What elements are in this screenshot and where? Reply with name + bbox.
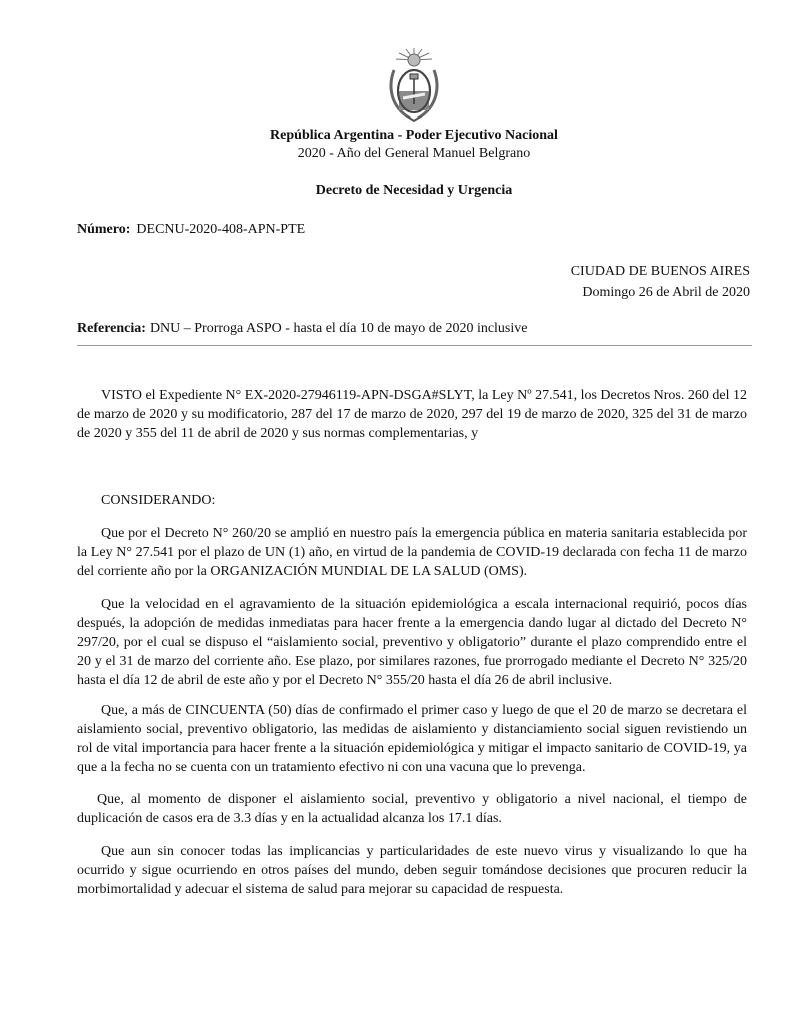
reference-value: DNU – Prorroga ASPO - hasta el día 10 de mayo de 2020 inclusive [149, 321, 528, 336]
heading-considerando: CONSIDERANDO: [101, 493, 216, 508]
header-divider [77, 345, 752, 346]
city: CIUDAD DE BUENOS AIRES [570, 264, 750, 279]
place-and-date [571, 261, 750, 303]
document-number-label: Número: [77, 222, 131, 237]
paragraph-4: Que, al momento de disponer el aislamiento social, preventivo y obligatorio a nivel nacional, el tiempo de duplicación de casos era de 3.3 días y en la actualidad alcanza los 17.1 días. [77, 792, 747, 826]
paragraph-3: Que, a más de CINCUENTA (50) días de confirmado el primer caso y luego de que el 20 de marzo se decretara el aislamiento social, preventivo obligatorio, las medidas de aislamiento y distanciamiento social siguen revistiendo un rol de vital importancia para hacer frente a la situación epidemiológica y mitigar el impacto sanitario de COVID-19, ya que a la fecha no se cuenta con un tratamiento efectivo ni con una vacuna que lo prevenga. [77, 703, 747, 775]
reference-label: Referencia: [77, 321, 146, 336]
document-type-title: Decreto de Necesidad y Urgencia [315, 183, 513, 198]
coat-of-arms-icon [386, 46, 442, 122]
paragraph-2: Que la velocidad en el agravamiento de la situación epidemiológica a escala internacional requirió, pocos días después, la adopción de medidas inmediatas para hacer frente a la emergencia dando lugar al dictado del Decreto N° 297/20, por el cual se dispuso el “aislamiento social, preventivo y obligatorio” durante el plazo comprendido entre el 20 y el 31 de marzo del corriente año. Ese plazo, por similares razones, fue prorrogado mediante el Decreto N° 325/20 hasta el día 12 de abril de este año y por el Decreto N° 355/20 hasta el día 26 de abril inclusive. [77, 597, 747, 688]
header-year-motto: 2020 - Año del General Manuel Belgrano [297, 146, 531, 161]
paragraph-1: Que por el Decreto N° 260/20 se amplió en nuestro país la emergencia pública en materia sanitaria establecida por la Ley N° 27.541 por el plazo de UN (1) año, en virtud de la pandemia de COVID-19 declarada con fecha 11 de marzo del corriente año por la ORGANIZACIÓN MUNDIAL DE LA SALUD (OMS). [77, 526, 747, 579]
reference-line [77, 320, 528, 338]
date: Domingo 26 de Abril de 2020 [582, 285, 750, 300]
document-number [77, 221, 305, 239]
paragraph-visto: VISTO el Expediente N° EX-2020-27946119-APN-DSGA#SLYT, la Ley Nº 27.541, los Decretos Nros. 260 del 12 de marzo de 2020 y su modificatorio, 287 del 17 de marzo de 2020, 297 del 19 de marzo de 2020, 325 del 31 de marzo de 2020 y 355 del 11 de abril de 2020 y sus normas complementarias, y [77, 388, 747, 441]
paragraph-5: Que aun sin conocer todas las implicancias y particularidades de este nuevo virus y visualizando lo que ha ocurrido y sigue ocurriendo en otros países del mundo, deben seguir tomándose decisiones que procuren reducir la morbimortalidad y adecuar el sistema de salud para mejorar su capacidad de respuesta. [77, 844, 747, 897]
document-number-value: DECNU-2020-408-APN-PTE [136, 222, 306, 237]
header-republica: República Argentina - Poder Ejecutivo Nacional [270, 128, 558, 143]
